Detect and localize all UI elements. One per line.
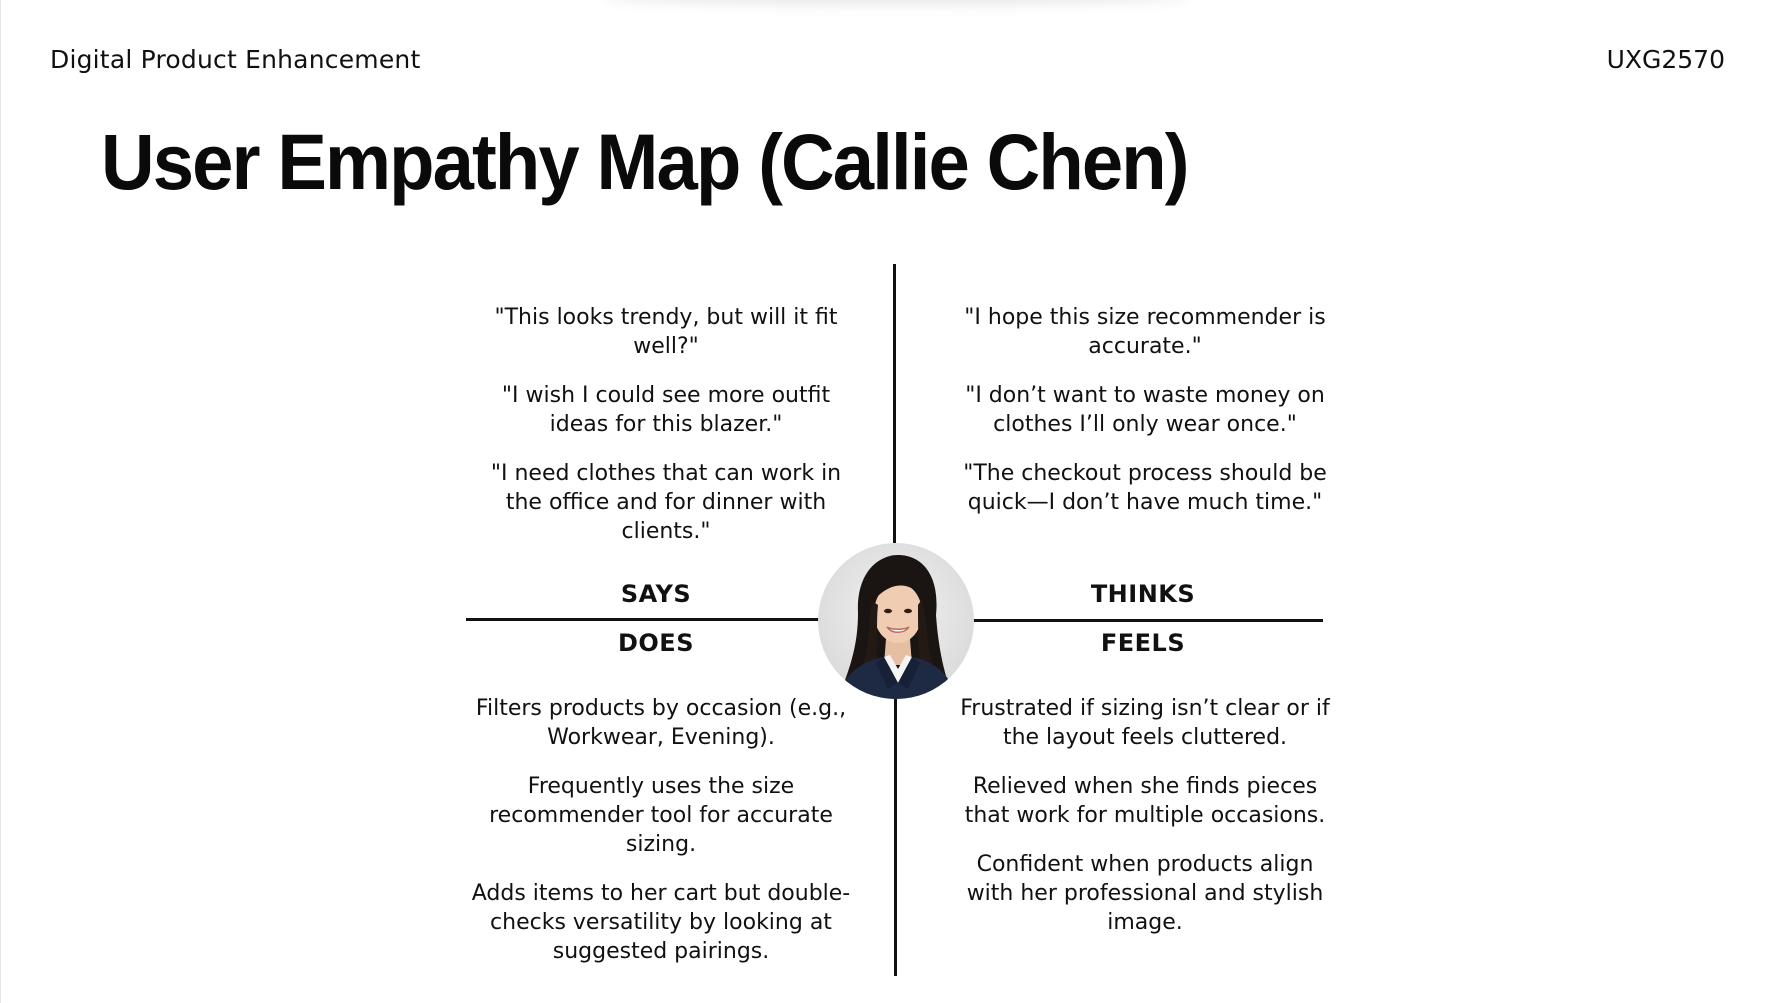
user-portrait-icon	[818, 543, 974, 699]
says-quadrant	[481, 303, 851, 566]
feels-label: FEELS	[1100, 629, 1186, 657]
slide-left-edge	[0, 0, 1, 1003]
does-label: DOES	[617, 629, 694, 657]
horizontal-divider-right	[972, 619, 1323, 622]
thinks-item: "I hope this size recommender is accurate."	[964, 305, 1326, 359]
feels-item: Frustrated if sizing isn’t clear or if the layout feels cluttered.	[960, 696, 1330, 750]
does-item: Filters products by occasion (e.g., Workwear, Evening).	[475, 696, 847, 750]
thinks-label: THINKS	[1090, 580, 1196, 608]
horizontal-divider-left	[466, 618, 820, 621]
thinks-item: "I don’t want to waste money on clothes I’ll only wear once."	[965, 383, 1325, 437]
user-avatar	[818, 543, 974, 699]
does-item: Adds items to her cart but double-checks versatility by looking at suggested pairings.	[471, 881, 851, 964]
does-quadrant	[471, 694, 851, 986]
feels-item: Relieved when she finds pieces that work for multiple occasions.	[964, 774, 1326, 828]
course-title: Digital Product Enhancement	[50, 45, 421, 74]
vertical-divider-top	[893, 264, 896, 543]
course-code: UXG2570	[1606, 45, 1725, 74]
says-label: SAYS	[620, 580, 692, 608]
thinks-quadrant	[960, 303, 1330, 537]
does-item: Frequently uses the size recommender tool for accurate sizing.	[489, 774, 833, 857]
thinks-item: "The checkout process should be quick—I don’t have much time."	[963, 461, 1327, 515]
vertical-divider-bottom	[894, 696, 897, 976]
says-item: "I wish I could see more outfit ideas for this blazer."	[501, 383, 831, 437]
page-title: User Empathy Map (Callie Chen)	[101, 117, 1188, 206]
says-item: "I need clothes that can work in the office and for dinner with clients."	[490, 461, 842, 544]
feels-item: Confident when products align with her professional and stylish image.	[966, 852, 1324, 935]
says-item: "This looks trendy, but will it fit well?"	[494, 305, 838, 359]
feels-quadrant	[960, 694, 1330, 957]
